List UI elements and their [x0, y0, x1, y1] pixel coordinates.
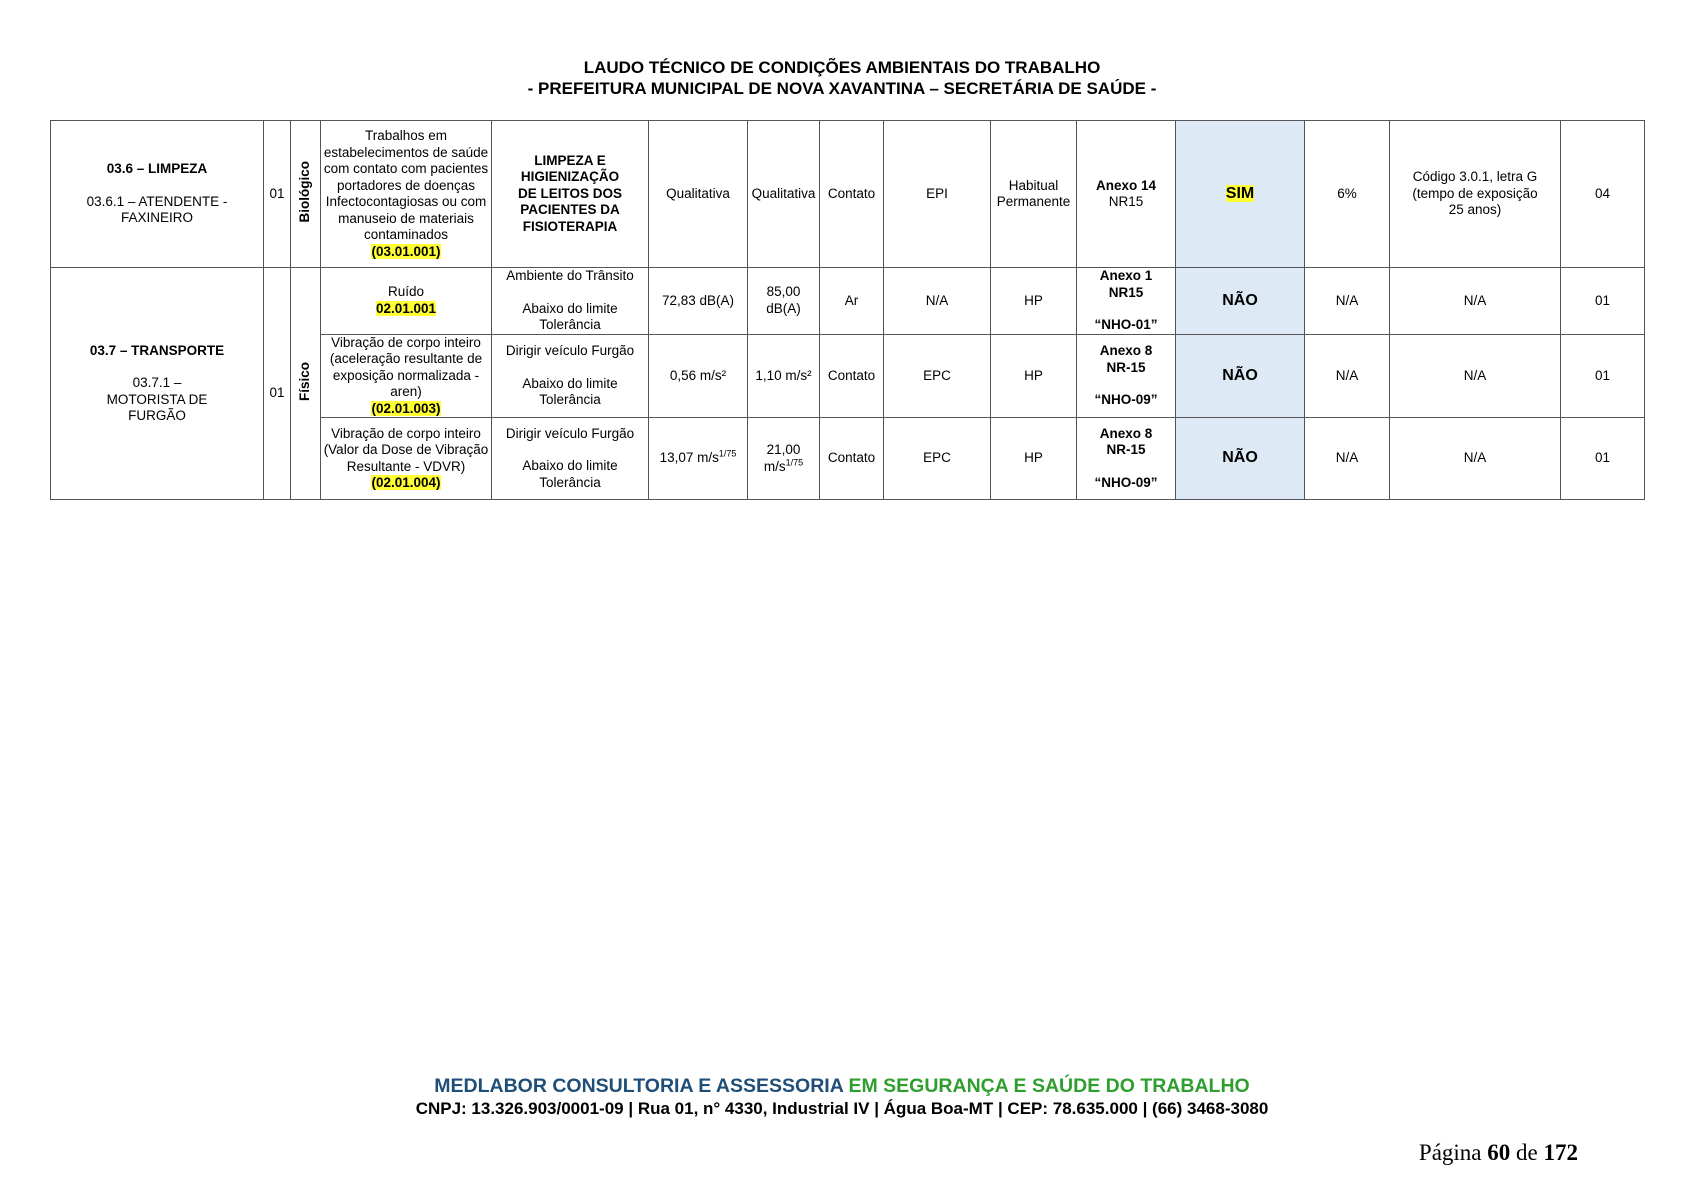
- insalubrity-cell: NÃO: [1176, 268, 1305, 335]
- agent-description: Ruído: [387, 284, 425, 300]
- risk-type-label: Biológico: [297, 161, 313, 223]
- exposure-cell: Habitual Permanente: [991, 121, 1077, 268]
- agent-cell: [321, 121, 492, 268]
- agent-description: Vibração de corpo inteiro (aceleração resultante de exposição normalizada - aren): [329, 334, 483, 399]
- insalubrity-cell: NÃO: [1176, 418, 1305, 500]
- header-title: LAUDO TÉCNICO DE CONDIÇÕES AMBIENTAIS DO TRABALHO: [583, 58, 1101, 77]
- annex-label: Anexo 8: [1099, 425, 1153, 441]
- nho-label: “NHO-01”: [1094, 317, 1158, 332]
- risk-type-cell: [291, 121, 321, 268]
- agent-cell: [321, 418, 492, 500]
- gfip-cell: 01: [1561, 418, 1645, 500]
- intensity-cell: 72,83 dB(A): [649, 268, 748, 335]
- footer-company-tagline: EM SEGURANÇA E SAÚDE DO TRABALHO: [848, 1075, 1250, 1097]
- header-subtitle: - PREFEITURA MUNICIPAL DE NOVA XAVANTINA – SECRETÁRIA DE SAÚDE -: [527, 79, 1157, 98]
- retirement-cell: Código 3.0.1, letra G (tempo de exposição 25 anos): [1390, 121, 1561, 268]
- insalubrity-cell: [1176, 121, 1305, 268]
- sector-cell: [51, 121, 264, 268]
- sector-title: 03.7 – TRANSPORTE: [89, 342, 225, 358]
- gfip-cell: 04: [1561, 121, 1645, 268]
- page-total: 172: [1543, 1140, 1578, 1165]
- source-note: Abaixo do limite Tolerância: [522, 375, 618, 407]
- limit-cell: 1,10 m/s²: [748, 334, 820, 418]
- annex-cell: [1077, 334, 1176, 418]
- agent-cell: [321, 334, 492, 418]
- footer-address: CNPJ: 13.326.903/0001-09 | Rua 01, n° 4330, Industrial IV | Água Boa-MT | CEP: 78.635.000 | (66) 3468-3080: [415, 1099, 1269, 1118]
- intensity-exponent: 1/75: [718, 448, 737, 459]
- route-cell: Contato: [820, 418, 884, 500]
- agent-code: (03.01.001): [371, 243, 441, 259]
- degree-cell: N/A: [1305, 334, 1390, 418]
- degree-cell: 6%: [1305, 121, 1390, 268]
- insalubrity-cell: NÃO: [1176, 334, 1305, 418]
- route-cell: Contato: [820, 334, 884, 418]
- annex-label: Anexo 1: [1099, 268, 1153, 283]
- annex-label: Anexo 8: [1099, 343, 1153, 358]
- source-label: Dirigir veículo Furgão: [505, 425, 635, 441]
- agent-description: Vibração de corpo inteiro (Valor da Dose de Vibração Resultante - VDVR): [323, 425, 489, 474]
- agent-description: Trabalhos em estabelecimentos de saúde com contato com pacientes portadores de doenças Infectocontagiosas ou com manuseio de materiais contaminados: [323, 128, 489, 242]
- sector-title: 03.6 – LIMPEZA: [106, 161, 208, 177]
- page-prefix: Página: [1418, 1140, 1482, 1165]
- annex-cell: [1077, 418, 1176, 500]
- route-cell: Contato: [820, 121, 884, 268]
- source-note: Abaixo do limite Tolerância: [522, 300, 618, 332]
- limit-cell: [748, 418, 820, 500]
- gfip-cell: 01: [1561, 268, 1645, 335]
- norm-label: NR15: [1108, 194, 1144, 209]
- exposure-cell: HP: [991, 334, 1077, 418]
- agent-code: (02.01.004): [371, 475, 441, 490]
- risk-type-cell: [291, 268, 321, 500]
- limit-exponent: 1/75: [785, 457, 804, 467]
- function-title: 03.6.1 – ATENDENTE - FAXINEIRO: [86, 193, 228, 226]
- document-header: [0, 57, 1684, 99]
- sector-cell: [51, 268, 264, 500]
- table-row: [51, 268, 1645, 335]
- quantity-cell: 01: [264, 268, 291, 500]
- limit-value: 21,00 m/s: [763, 442, 801, 474]
- nho-label: “NHO-09”: [1094, 474, 1158, 490]
- retirement-cell: N/A: [1390, 418, 1561, 500]
- protection-cell: N/A: [884, 268, 991, 335]
- footer-company-name: MEDLABOR CONSULTORIA E ASSESSORIA: [434, 1075, 844, 1097]
- protection-cell: EPC: [884, 334, 991, 418]
- source-cell: [492, 418, 649, 500]
- table-row: [51, 121, 1645, 268]
- insalubrity-value: SIM: [1225, 184, 1255, 202]
- risk-type-label: Físico: [297, 361, 313, 401]
- gfip-cell: 01: [1561, 334, 1645, 418]
- retirement-cell: N/A: [1390, 268, 1561, 335]
- retirement-cell: N/A: [1390, 334, 1561, 418]
- exposure-cell: HP: [991, 268, 1077, 335]
- degree-cell: N/A: [1305, 418, 1390, 500]
- protection-cell: EPI: [884, 121, 991, 268]
- risk-table: [50, 120, 1645, 500]
- agent-code: 02.01.001: [375, 300, 437, 316]
- source-label: Dirigir veículo Furgão: [505, 343, 635, 358]
- page-current: 60: [1487, 1140, 1511, 1165]
- footer-company: [0, 1075, 1684, 1098]
- function-title: 03.7.1 – MOTORISTA DE FURGÃO: [106, 375, 208, 423]
- source-note: Abaixo do limite Tolerância: [522, 458, 618, 490]
- annex-cell: [1077, 121, 1176, 268]
- nho-label: “NHO-09”: [1094, 392, 1158, 407]
- intensity-value: 13,07 m/s: [659, 450, 719, 466]
- limit-cell: Qualitativa: [748, 121, 820, 268]
- agent-cell: [321, 268, 492, 335]
- limit-cell: 85,00 dB(A): [748, 268, 820, 335]
- page-separator: de: [1516, 1140, 1538, 1165]
- annex-cell: [1077, 268, 1176, 335]
- source-label: Ambiente do Trânsito: [506, 268, 634, 283]
- quantity-cell: 01: [264, 121, 291, 268]
- page-number: [1419, 1140, 1578, 1166]
- source-cell: LIMPEZA E HIGIENIZAÇÃO DE LEITOS DOS PACIENTES DA FISIOTERAPIA: [492, 121, 649, 268]
- norm-label: NR-15: [1106, 442, 1146, 458]
- intensity-cell: 0,56 m/s²: [649, 334, 748, 418]
- norm-label: NR-15: [1106, 359, 1146, 375]
- intensity-cell: Qualitativa: [649, 121, 748, 268]
- intensity-cell: [649, 418, 748, 500]
- agent-code: (02.01.003): [371, 400, 441, 416]
- source-cell: [492, 268, 649, 335]
- protection-cell: EPC: [884, 418, 991, 500]
- annex-label: Anexo 14: [1095, 177, 1157, 193]
- route-cell: Ar: [820, 268, 884, 335]
- degree-cell: N/A: [1305, 268, 1390, 335]
- source-cell: [492, 334, 649, 418]
- norm-label: NR15: [1108, 284, 1144, 300]
- exposure-cell: HP: [991, 418, 1077, 500]
